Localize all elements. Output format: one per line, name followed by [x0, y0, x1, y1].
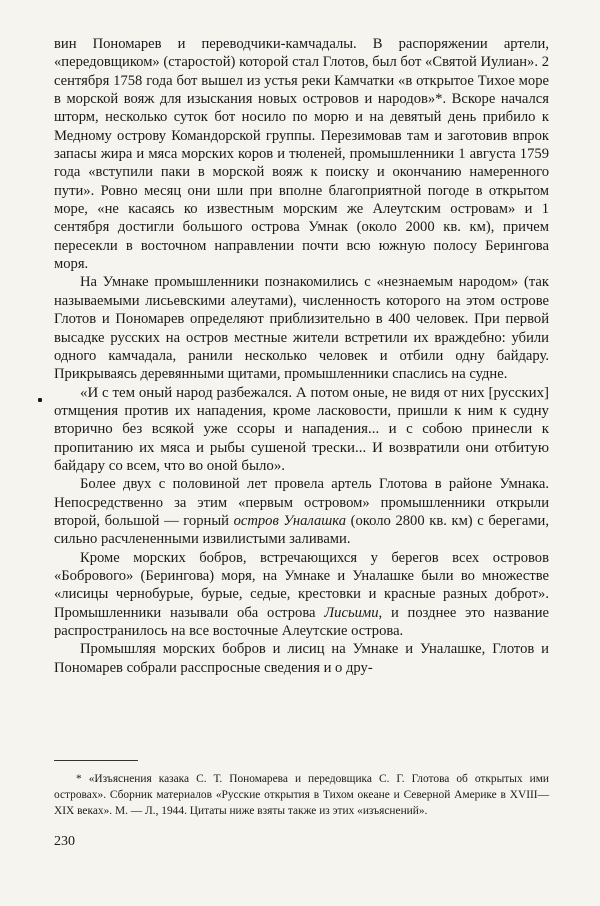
main-text: [54, 35, 549, 677]
paragraph-4-text-b: (около 2800 кв. км) с берегами, сильно расчлененными извилистыми заливами.: [54, 512, 550, 548]
paragraph-5-italic: Лисьими: [324, 604, 379, 621]
paragraph-2: На Умнаке промышленники познакомились с «незнаемым народом» (так называемыми лисьевскими алеутами), численность которого на этом острове Глотов и Пономарев определяют приблизительно в 400 человек. При первой высадке русских на остров местные жители встретили их враждебно: убили одного камчадала, ранили несколько человек и отбили одну байдару. Прикрываясь деревянными щитами, промышленники спаслись на судне.: [54, 274, 549, 383]
paragraph-4-italic: остров Уналашка: [233, 512, 347, 529]
footnote-text: * «Изъяснения казака С. Т. Пономарева и передовщика С. Г. Глотова об открытых ими островах». Сборник материалов «Русские открытия в Тихом океане и Северной Америке в XVIII—XIX веках». М. — Л., 1944. Цитаты ниже взяты также из этих «изъяснений».: [54, 773, 549, 817]
paragraph-5-text-b: , и позднее это название распространилось на все восточные Алеутские острова.: [54, 604, 549, 639]
paragraph-4-text-a: Более двух с половиной лет провела артель Глотова в районе Умнака. Непосредственно за этим «первым островом» промышленники открыли второй, большой — горный: [54, 476, 549, 529]
paragraph-1: вин Пономарев и переводчики-камчадалы. В распоряжении артели, «передовщиком» (старостой) которой стал Глотов, был бот «Святой Иулиан». 2 сентября 1758 года бот вышел из устья реки Камчатки «в открытое Тихое море в морской вояж для изыскания новых островов и народов»*. Вскоре начался шторм, несколько суток бот носило по морю и на девятый день прибило к Медному острову Командорской группы. Перезимовав там и заготовив впрок запасы жира и мяса морских коров и тюленей, промышленники 1 августа 1759 года «вступили паки в морской вояж к поиску и окончанию намеренного пути». Ровно месяц они шли при вполне благоприятной погоде в открытом море, «не касаясь ко известным морским же Алеутским островам» и 1 сентября достигли большого острова Умнак (около 2000 кв. км), причем пересекли в восточном направлении почти всю южную полосу Берингова моря.: [54, 36, 549, 273]
page-number: 230: [54, 834, 75, 849]
paragraph-5-text-a: Кроме морских бобров, встречающихся у берегов всех островов «Бобрового» (Берингова) моря, на Умнаке и Уналашке были во множестве «лисицы чернобурые, бурые, седые, крестовки и красные разных доброт». Промышленники называли оба острова: [54, 549, 549, 621]
footnote-separator: [54, 760, 138, 761]
margin-mark: [38, 398, 42, 402]
paragraph-4: [54, 475, 549, 548]
footnote: [54, 771, 549, 819]
quote-paragraph: «И с тем оный народ разбежался. А потом оные, не видя от них [русских] отмщения против их нападения, кроме ласковости, пришли к ним к судну вторично без всякой уже ссоры и нападения... и с собою принесли к пропитанию их мяса и рыбы сушеной трески... И возвратили они отбитую байдару со всем, что во оной было».: [54, 384, 549, 474]
paragraph-6: Промышляя морских бобров и лисиц на Умнаке и Уналашке, Глотов и Пономарев собрали расспросные сведения и о дру-: [54, 641, 549, 676]
paragraph-5: [54, 549, 549, 641]
